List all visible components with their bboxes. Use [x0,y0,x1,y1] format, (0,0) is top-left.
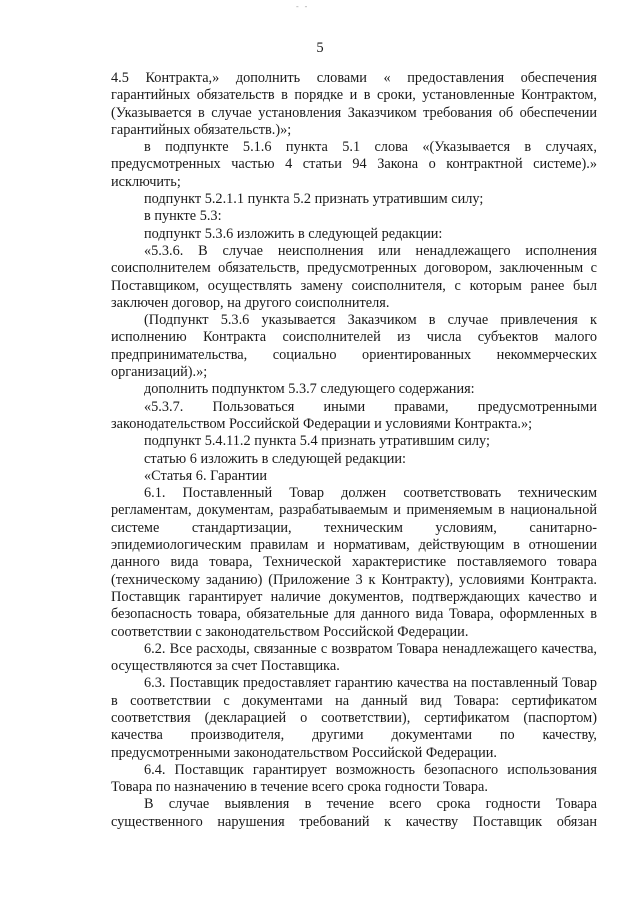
paragraph-contract-4-5: 4.5 Контракта,» дополнить словами « предоставления обеспечения гарантийных обязательств в порядке и в сроки, установленные Контрактом, (Указывается в случае установления Заказчиком требования об обеспечении гарантийных обязательств.)»; [111,70,597,138]
paragraph-quality-violation: В случае выявления в течение всего срока годности Товара существенного нарушения требований к качеству Поставщик обязан [111,796,597,830]
paragraph-subpoint-5-3-6-text: «5.3.6. В случае неисполнения или ненадлежащего исполнения соисполнителем обязательств, предусмотренных договором, заключенным с Поставщиком, осуществлять замену соисполнителя, с которым ранее был заключен договор, на другого соисполнителя. [111,242,597,311]
paragraph-6-2: 6.2. Все расходы, связанные с возвратом Товара ненадлежащего качества, осуществляются за счет Поставщика. [111,640,597,675]
paragraph-subpoint-5-2-1-1: подпункт 5.2.1.1 пункта 5.2 признать утратившим силу; [144,191,484,208]
paragraph-subpoint-5-1-6: в подпункте 5.1.6 пункта 5.1 слова «(Указывается в случаях, предусмотренных частью 4 статьи 94 Закона о контрактной системе).» исключить; [111,139,597,190]
top-scan-marks: - - [296,2,310,11]
paragraph-6-3: 6.3. Поставщик предоставляет гарантию качества на поставленный Товар в соответствии с документами на данный вид Товара: сертификатом соответствия (декларацией о соответствии), сертификатом (паспортом) качества производителя, другими документами по качеству, предусмотренными законодательством Российской Федерации. [111,675,597,761]
paragraph-subpoint-5-3-6-intro: подпункт 5.3.6 изложить в следующей редакции: [144,225,443,242]
document-body [111,70,597,831]
page-number: 5 [316,40,324,56]
paragraph-article-6-title: «Статья 6. Гарантии [144,467,268,484]
paragraph-point-5-3: в пункте 5.3: [144,208,222,225]
paragraph-add-5-3-7: дополнить подпунктом 5.3.7 следующего содержания: [144,381,475,398]
paragraph-subpoint-5-3-6-note: (Подпункт 5.3.6 указывается Заказчиком в случае привлечения к исполнению Контракта соисполнителей из числа субъектов малого предпринимательства, социально ориентированных некоммерческих организаций).»; [111,312,597,381]
paragraph-subpoint-5-3-7-text: «5.3.7. Пользоваться иными правами, предусмотренными законодательством Российской Федерации и условиями Контракта.»; [111,398,597,432]
paragraph-subpoint-5-4-11-2: подпункт 5.4.11.2 пункта 5.4 признать утратившим силу; [144,433,490,450]
paragraph-6-4: 6.4. Поставщик гарантирует возможность безопасного использования Товара по назначению в течение всего срока годности Товара. [111,761,597,796]
paragraph-6-1: 6.1. Поставленный Товар должен соответствовать техническим регламентам, документам, разрабатываемым и применяемым в национальной системе стандартизации, техническим условиям, санитарно-эпидемиологическим правилам и нормативам, действующим в отношении данного вида товара, Технической характеристике поставляемого товара (техническому заданию) (Приложение 3 к Контракту), условиями Контракта. Поставщик гарантирует наличие документов, подтверждающих качество и безопасность товара, обязательные для данного вида Товара, оформленных в соответствии с законодательством Российской Федерации. [111,485,597,640]
paragraph-article-6-intro: статью 6 изложить в следующей редакции: [144,450,407,467]
